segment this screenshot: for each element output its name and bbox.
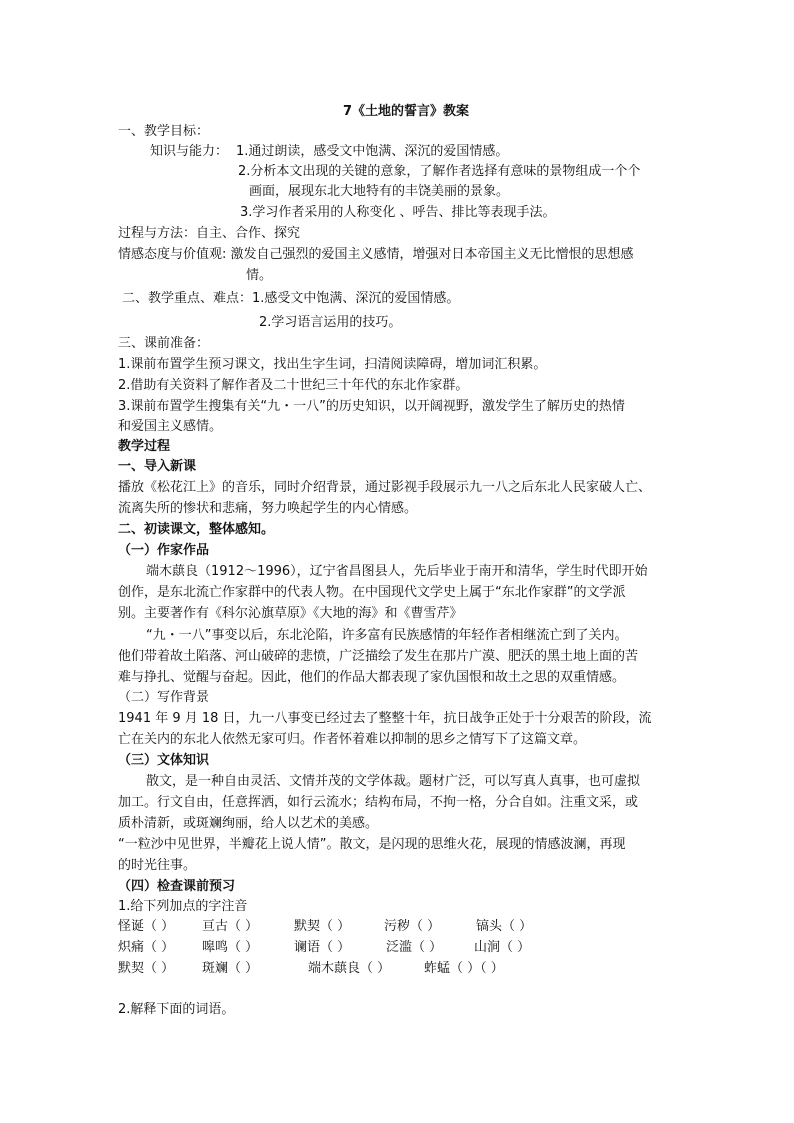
question-1: 1.给下列加点的字注音 — [118, 899, 248, 914]
pinyin-item: 默契（ ） — [118, 961, 175, 976]
intro-text-a: 播放《松花江上》的音乐，同时介绍背景，通过影视手段展示九一八之后东北人民家破人亡、 — [118, 480, 652, 495]
question-2: 2.解释下面的词语。 — [118, 1002, 235, 1017]
reading-heading: 二、初读课文，整体感知。 — [118, 522, 275, 537]
genre-text-a: 散文，是一种自由灵活、文情并茂的文学体裁。题材广泛，可以写真人真事，也可虚拟 — [146, 774, 641, 789]
pinyin-item: 污秽（ ） — [384, 919, 441, 934]
intro-text-b: 流离失所的惨状和悲痛，努力唤起学生的内心情感。 — [118, 501, 418, 516]
preview-heading: （四）检查课前预习 — [118, 879, 236, 894]
author-text-d: “九・一八”事变以后，东北沦陷，许多富有民族感情的年轻作者相继流亡到了关内。 — [146, 628, 628, 643]
prep-item-1: 1.课前布置学生预习课文，找出生字生词，扫清阅读障碍，增加词汇积累。 — [118, 357, 547, 372]
author-text-c: 别。主要著作有《科尔沁旗草原》《大地的海》和《曹雪芹》 — [118, 606, 463, 621]
pinyin-row-3 — [118, 959, 504, 979]
genre-text-c: 质朴清新，或斑斓绚丽，给人以艺术的美感。 — [118, 816, 379, 831]
pinyin-item: 怪诞（ ） — [118, 919, 175, 934]
genre-text-b: 加工。行文自由，任意挥洒，如行云流水；结构布局，不拘一格，分合自如。注重文采，或 — [118, 795, 639, 810]
goal-process: 过程与方法：自主、合作、探究 — [118, 226, 301, 241]
author-heading: （一）作家作品 — [118, 543, 210, 558]
pinyin-row-1 — [118, 917, 532, 937]
genre-heading: （三）文体知识 — [118, 753, 210, 768]
goal-knowledge-label: 知识与能力： — [150, 144, 229, 159]
pinyin-item: 山涧（ ） — [474, 940, 531, 955]
pinyin-item: 嗥鸣（ ） — [202, 940, 259, 955]
genre-text-d: “一粒沙中见世界，半瓣花上说人情”。散文，是闪现的思维火花，展现的情感波澜，再现 — [118, 837, 626, 852]
author-text-e: 他们带着故土陷落、河山破碎的悲愤，广泛描绘了发生在那片广漠、肥沃的黑土地上面的苦 — [118, 649, 639, 664]
goal-knowledge-3: 3.学习作者采用的人称变化 、呼告、排比等表现手法。 — [240, 205, 556, 220]
goal-knowledge-2a: 2.分析本文出现的关键的意象，了解作者选择有意味的景物组成一个个 — [238, 164, 641, 179]
pinyin-item: 亘古（ ） — [202, 919, 259, 934]
author-text-b: 创作，是东北流亡作家群中的代表人物。在中国现代文学史上属于“东北作家群”的文学派 — [118, 585, 626, 600]
pinyin-item: 斑斓（ ） — [202, 961, 259, 976]
process-heading: 教学过程 — [118, 439, 171, 454]
background-heading: （二）写作背景 — [118, 690, 210, 705]
section-heading-prep: 三、课前准备： — [118, 336, 210, 351]
goal-emotion-b: 情。 — [246, 268, 273, 283]
pinyin-item: 默契（ ） — [294, 919, 351, 934]
genre-text-e: 的时光往事。 — [118, 858, 197, 873]
pinyin-item: 镐头（ ） — [476, 919, 533, 934]
goal-emotion-a: 情感态度与价值观: 激发自己强烈的爱国主义感情，增强对日本帝国主义无比憎恨的思想感 — [118, 247, 634, 262]
pinyin-item: 谰语（ ） — [294, 940, 351, 955]
goal-knowledge-1: 1.通过朗读，感受文中饱满、深沉的爱国情感。 — [236, 144, 509, 159]
author-text-f: 难与挣扎、觉醒与奋起。因此，他们的作品大都表现了家仇国恨和故土之思的双重情感。 — [118, 670, 626, 685]
pinyin-item: 泛滥（ ） — [386, 940, 443, 955]
intro-heading: 一、导入新课 — [118, 459, 197, 474]
prep-item-3b: 和爱国主义感情。 — [118, 419, 223, 434]
doc-title: 7《土地的誓言》教案 — [343, 104, 470, 119]
section-heading-goals: 一、教学目标： — [118, 124, 210, 139]
section-key-points-1: 二、教学重点、难点：1.感受文中饱满、深沉的爱国情感。 — [122, 291, 460, 306]
author-text-a: 端木蕻良（1912～1996），辽宁省昌图县人，先后毕业于南开和清华，学生时代即开始 — [146, 564, 648, 579]
pinyin-row-2 — [118, 938, 530, 958]
prep-item-2: 2.借助有关资料了解作者及二十世纪三十年代的东北作家群。 — [118, 378, 469, 393]
prep-item-3a: 3.课前布置学生搜集有关“九・一八”的历史知识，以开阔视野，激发学生了解历史的热情 — [118, 399, 625, 414]
pinyin-item: 蚱蜢（ ）（ ） — [424, 961, 504, 976]
goal-knowledge-2b: 画面，展现东北大地特有的丰饶美丽的景象。 — [249, 184, 510, 199]
section-key-points-2: 2.学习语言运用的技巧。 — [259, 315, 402, 330]
pinyin-item: 炽痛（ ） — [118, 940, 175, 955]
background-text-b: 亡在关内的东北人依然无家可归。作者怀着难以抑制的思乡之情写下了这篇文章。 — [118, 732, 587, 747]
pinyin-item: 端木蕻良（ ） — [308, 961, 391, 976]
background-text-a: 1941 年 9 月 18 日，九一八事变已经过去了整整十年，抗日战争正处于十分艰苦的阶段，流 — [118, 711, 652, 726]
